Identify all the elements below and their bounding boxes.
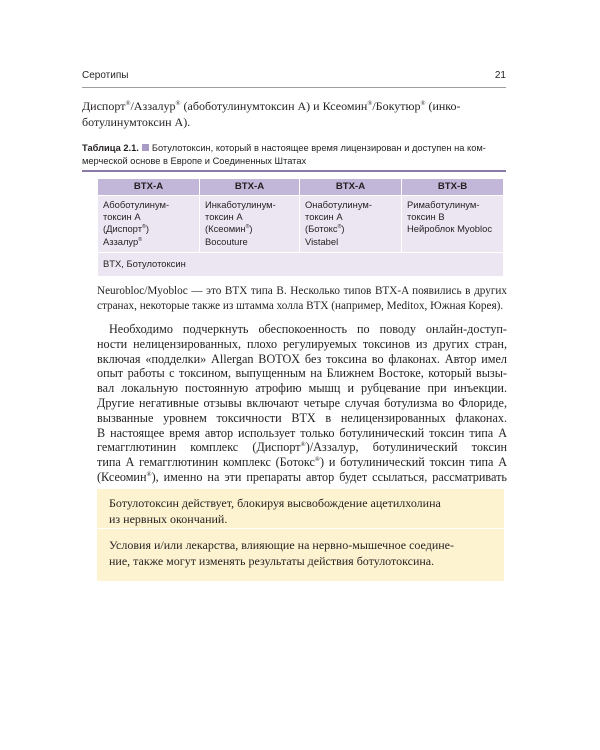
cell-line: токсин А <box>205 211 243 223</box>
table-caption <box>82 142 506 172</box>
table-footer-cell: BTX, Ботулотоксин <box>98 252 504 276</box>
body-line: вал локальную постоянную атрофию мышц и рубцевание при инъекции. <box>97 381 507 396</box>
body-line: В настоящее время автор использует только ботулинический токсин типа А <box>97 425 507 440</box>
cell-line: (Ксеомин®) <box>205 223 253 235</box>
cell-line: токсин B <box>407 211 445 223</box>
table-note: Neurobloc/Myobloc — это BTX типа B. Несколько типов BTX-A появились в других странах, некоторые также из штамма холла BTX (например, Meditox, Южная Корея). <box>97 285 507 312</box>
cell-line: токсин А <box>305 211 343 223</box>
square-bullet-icon <box>142 144 149 151</box>
column-header: BTX-A <box>300 179 402 196</box>
table-cell <box>300 196 402 253</box>
cell-line: Нейроблок Myobloc <box>407 223 493 235</box>
body-line: Другие негативные отзывы включают четыре случая ботулизма во Флориде, <box>97 395 507 410</box>
table-cell <box>98 196 200 253</box>
body-line: (Ксеомин®), именно на эти препараты автор будет ссылаться, рассматривать <box>97 469 507 484</box>
cell-line: (Диспорт®) <box>103 223 149 235</box>
section-title: Серотипы <box>82 70 129 81</box>
intro-paragraph <box>82 99 506 130</box>
cell-line: Абоботулинум- <box>103 199 170 210</box>
cell-line: Аззалур® <box>103 235 143 247</box>
cell-line: токсин А <box>103 211 141 223</box>
key-point-line: Условия и/или лекарства, влияющие на нервно-мышечное соедине- <box>109 538 454 552</box>
intro-line: ботулинумтоксин А). <box>82 114 191 129</box>
key-point-box <box>97 489 504 528</box>
cell-line: Vistabel <box>305 235 339 247</box>
body-line: включая «подделки» Allergan BOTOX без токсина во флаконах. Автор имел <box>97 351 507 366</box>
body-line: ности нелицензированных, плохо регулируемых токсинов из других стран, <box>97 336 507 351</box>
header-divider <box>82 87 506 88</box>
running-header <box>82 70 506 86</box>
table-caption-text: Ботулотоксин, который в настоящее время лицензирован и доступен на ком- <box>151 143 486 153</box>
body-line: Необходимо подчеркнуть обеспокоенность по поводу онлайн-доступ- <box>109 322 507 336</box>
page-number: 21 <box>494 70 506 81</box>
body-line: вызванные уровнем токсичности BTX в нелицензированных флаконах. <box>97 410 507 425</box>
table-cell <box>200 196 300 253</box>
cell-line: Онаботулинум- <box>305 199 372 210</box>
cell-line: Инкаботулинум- <box>205 199 276 210</box>
column-header: BTX-B <box>402 179 504 196</box>
body-line: опыт работы с токсином, выпущенным на Ближнем Востоке, который вызы- <box>97 366 507 381</box>
key-point-line: Ботулотоксин действует, блокируя высвобождение ацетилхолина <box>109 496 441 510</box>
table-header-row <box>98 179 504 196</box>
body-line: типа А гемагглютинин комплекс (Ботокс®) и ботулинический токсин типа А <box>97 455 507 470</box>
body-line: гемагглютинин комплекс (Диспорт®)/Аззалур, ботулинический токсин <box>97 440 507 455</box>
table-row <box>98 196 504 253</box>
cell-line: Римаботулинум- <box>407 199 480 210</box>
table-caption-label: Таблица 2.1. <box>82 143 139 153</box>
table-caption-text: мерческой основе в Европе и Соединенных Штатах <box>82 155 307 166</box>
toxin-table <box>97 178 504 277</box>
key-point-line: ние, также могут изменять результаты действия ботулотоксина. <box>109 554 435 568</box>
column-header: BTX-A <box>200 179 300 196</box>
cell-line: Bocouture <box>205 235 248 247</box>
column-header: BTX-A <box>98 179 200 196</box>
key-point-box <box>97 528 504 581</box>
table-footer-row <box>98 252 504 276</box>
body-paragraph <box>97 322 507 500</box>
key-point-line: из нервных окончаний. <box>109 512 228 526</box>
table-cell <box>402 196 504 253</box>
cell-line: (Ботокс®) <box>305 223 345 235</box>
intro-line: Диспорт®/Аззалур® (абоботулинумтоксин А) и Ксеомин®/Бокутюр® (инко- <box>82 99 461 113</box>
